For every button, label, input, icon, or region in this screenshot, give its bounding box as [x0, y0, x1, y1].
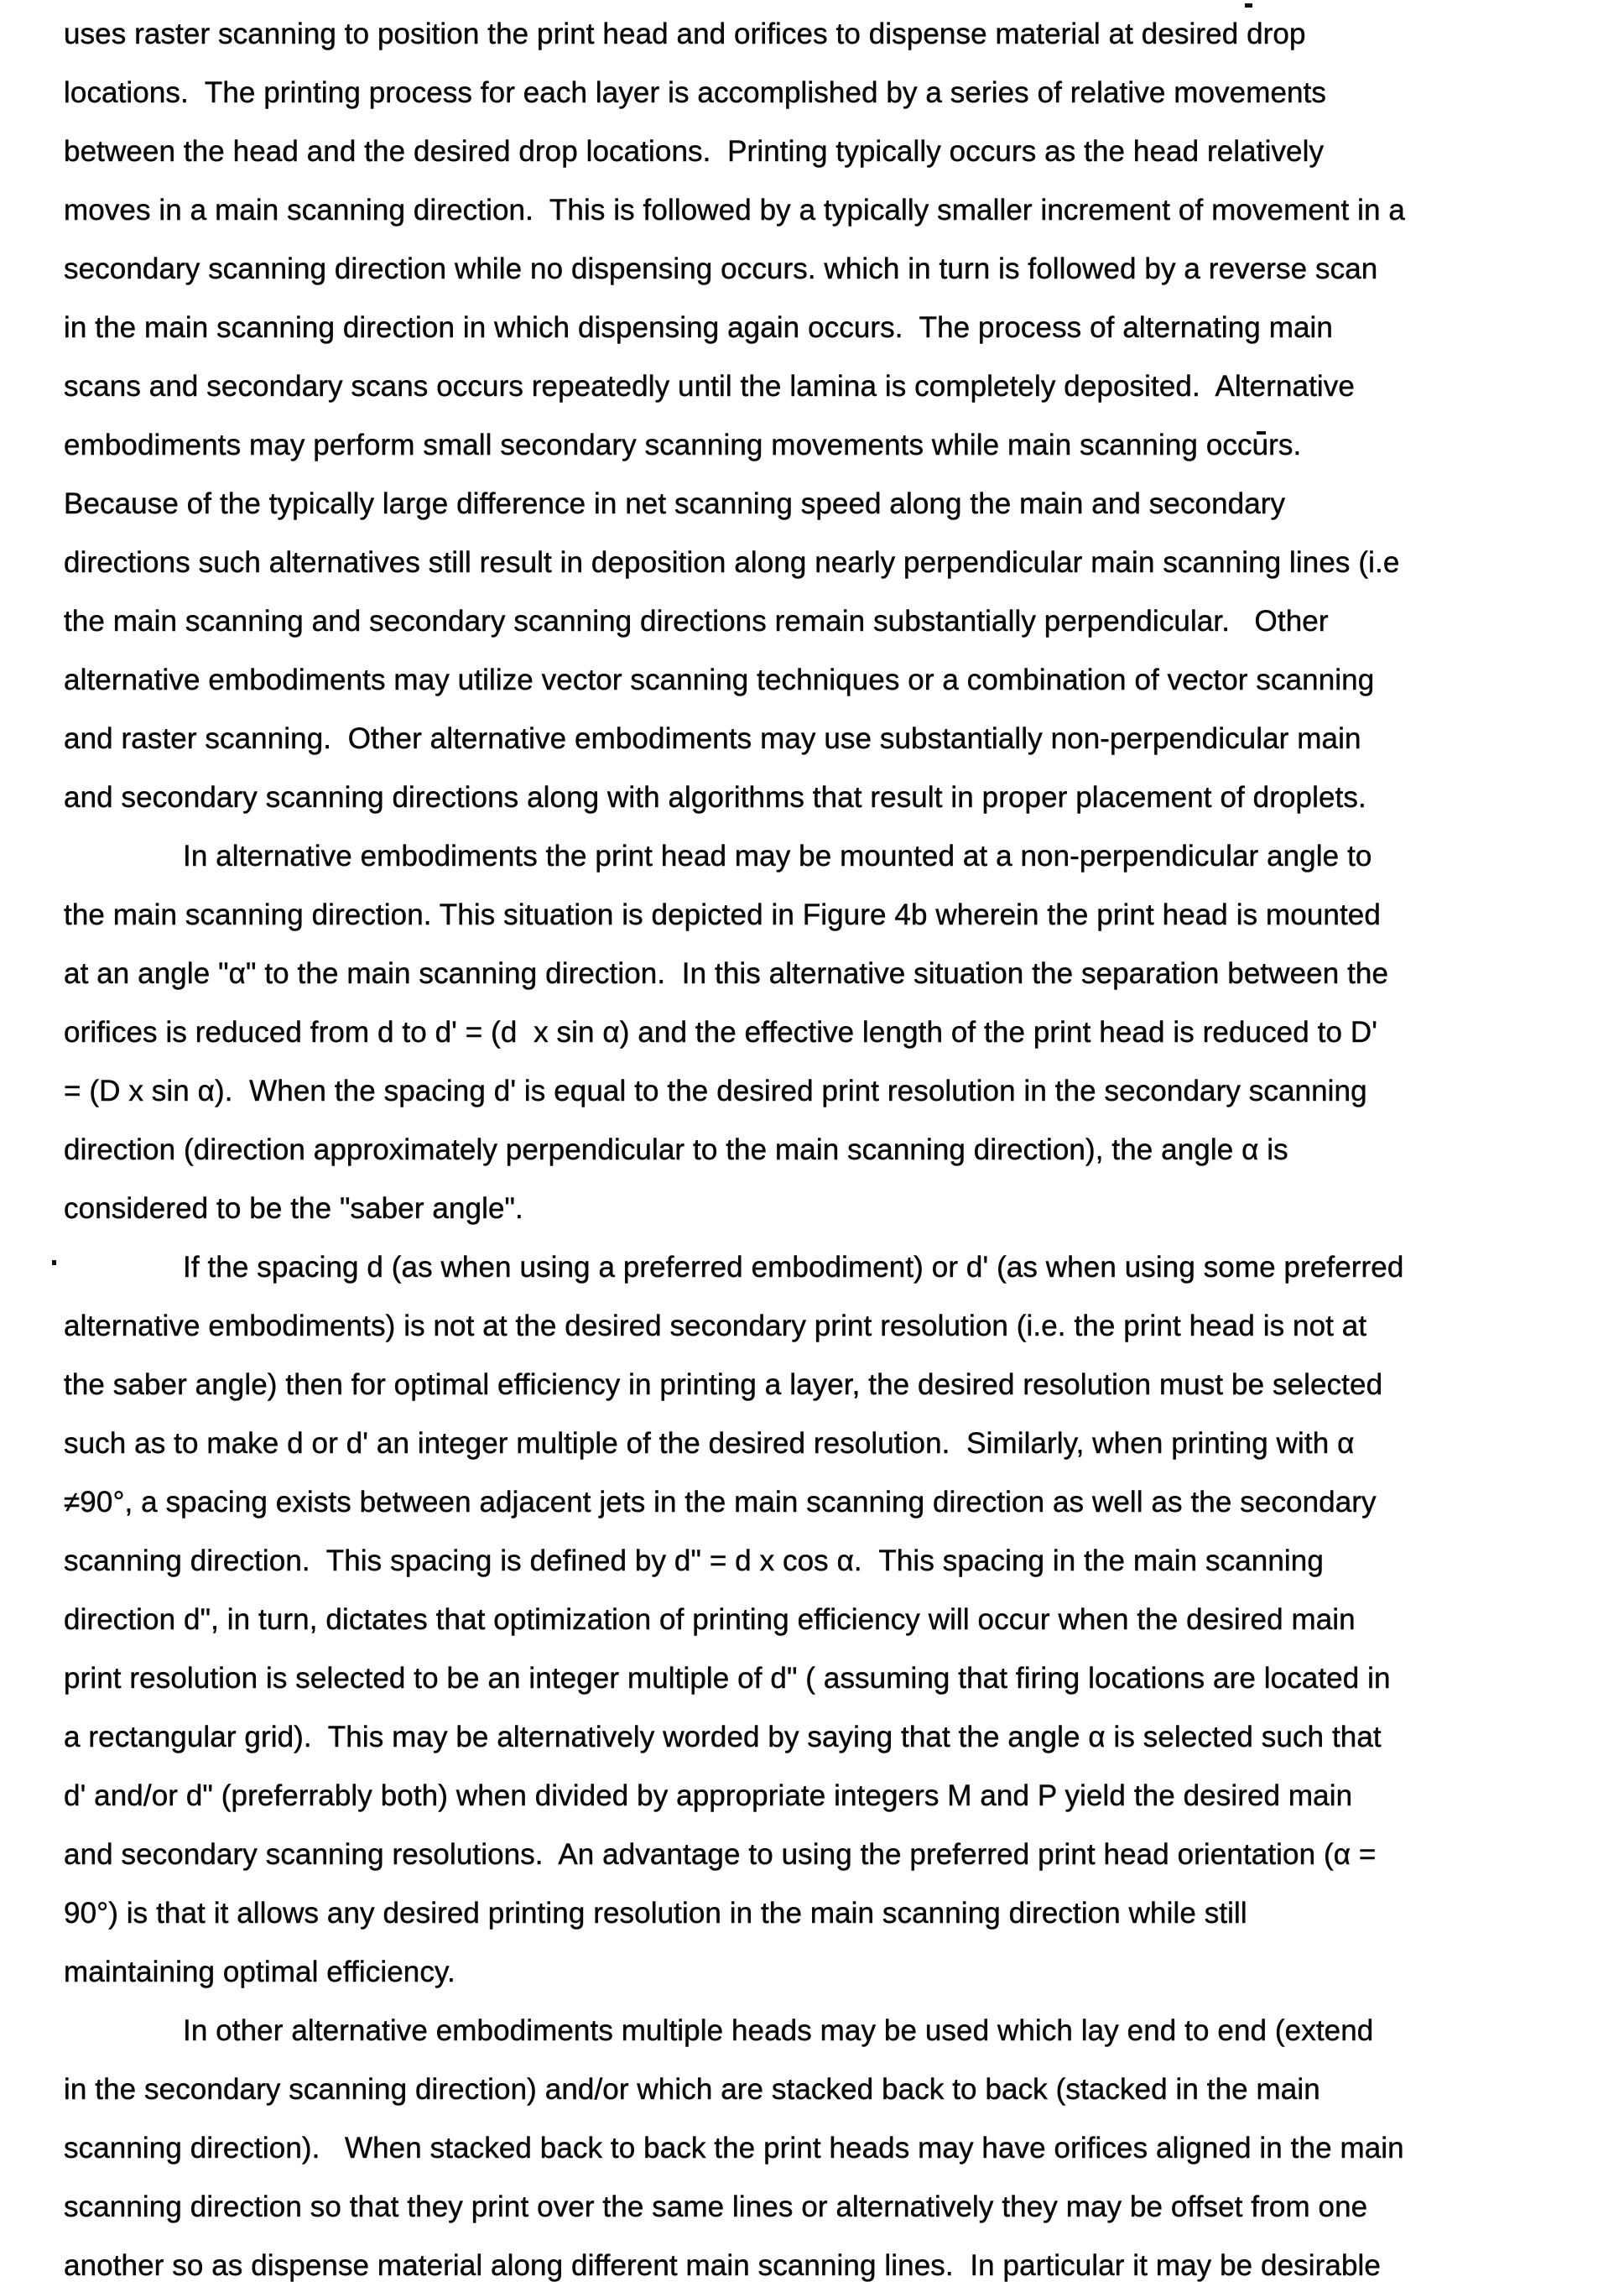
- text-line: secondary scanning direction while no dispensing occurs. which in turn is followed by a reverse scan: [64, 253, 1378, 285]
- text-line: Because of the typically large difference in net scanning speed along the main and secondary: [64, 487, 1286, 520]
- text-line: and secondary scanning directions along with algorithms that result in proper placement of droplets.: [64, 781, 1366, 814]
- text-line: another so as dispense material along different main scanning lines. In particular it may be desirable: [64, 2249, 1381, 2282]
- text-line: at an angle "α" to the main scanning direction. In this alternative situation the separation between the: [64, 957, 1389, 990]
- text-line: maintaining optimal efficiency.: [64, 1956, 455, 1988]
- text-line: considered to be the "saber angle".: [64, 1192, 523, 1225]
- text-line: alternative embodiments) is not at the desired secondary print resolution (i.e. the print head is not at: [64, 1310, 1367, 1342]
- text-line: the saber angle) then for optimal efficiency in printing a layer, the desired resolution must be selected: [64, 1368, 1383, 1401]
- text-line: uses raster scanning to position the print head and orifices to dispense material at desired drop: [64, 18, 1306, 50]
- paragraph-3: [64, 1238, 1575, 2002]
- text-line: scanning direction. This spacing is defined by d" = d x cos α. This spacing in the main scanning: [64, 1544, 1324, 1577]
- text-line: between the head and the desired drop locations. Printing typically occurs as the head relatively: [64, 135, 1325, 168]
- text-line: directions such alternatives still result in deposition along nearly perpendicular main scanning lines (i.e: [64, 546, 1400, 579]
- text-line: a rectangular grid). This may be alternatively worded by saying that the angle α is selected such that: [64, 1721, 1382, 1753]
- text-line: scanning direction). When stacked back to back the print heads may have orifices aligned in the main: [64, 2132, 1404, 2164]
- text-line: locations. The printing process for each layer is accomplished by a series of relative movements: [64, 76, 1327, 109]
- text-line: = (D x sin α). When the spacing d' is equal to the desired print resolution in the secondary scanning: [64, 1075, 1367, 1107]
- text-line: and raster scanning. Other alternative embodiments may use substantially non-perpendicular main: [64, 722, 1361, 755]
- text-line: d' and/or d" (preferrably both) when divided by appropriate integers M and P yield the desired main: [64, 1779, 1353, 1812]
- text-line: 90°) is that it allows any desired printing resolution in the main scanning direction while still: [64, 1897, 1247, 1930]
- text-line: in the secondary scanning direction) and/or which are stacked back to back (stacked in the main: [64, 2073, 1320, 2106]
- scan-artifact-dot: [52, 1260, 56, 1265]
- text-line: print resolution is selected to be an integer multiple of d" ( assuming that firing locations are located in: [64, 1662, 1391, 1695]
- text-line: If the spacing d (as when using a preferred embodiment) or d' (as when using some preferred: [183, 1251, 1404, 1284]
- text-line: the main scanning and secondary scanning directions remain substantially perpendicular. Other: [64, 605, 1329, 638]
- text-line: in the main scanning direction in which dispensing again occurs. The process of alternating main: [64, 311, 1333, 344]
- paragraph-4: [64, 2002, 1575, 2292]
- text-line: and secondary scanning resolutions. An advantage to using the preferred print head orientation (α =: [64, 1838, 1377, 1871]
- text-line: alternative embodiments may utilize vector scanning techniques or a combination of vector scanning: [64, 664, 1375, 696]
- text-line: moves in a main scanning direction. This is followed by a typically smaller increment of movement in a: [64, 194, 1405, 227]
- text-line: orifices is reduced from d to d' = (d x sin α) and the effective length of the print head is reduced to D': [64, 1016, 1378, 1049]
- text-line: scanning direction so that they print over the same lines or alternatively they may be offset from one: [64, 2190, 1368, 2223]
- paragraph-2: [64, 827, 1575, 1238]
- text-line: scans and secondary scans occurs repeatedly until the lamina is completely deposited. Alternative: [64, 370, 1355, 403]
- text-line: direction (direction approximately perpendicular to the main scanning direction), the angle α is: [64, 1133, 1288, 1166]
- text-line: In other alternative embodiments multiple heads may be used which lay end to end (extend: [183, 2014, 1374, 2047]
- paragraph-1: [64, 5, 1575, 827]
- text-line: In alternative embodiments the print head may be mounted at a non-perpendicular angle to: [183, 840, 1372, 873]
- text-line: direction d", in turn, dictates that optimization of printing efficiency will occur when the desired main: [64, 1603, 1356, 1636]
- text-line: embodiments may perform small secondary scanning movements while main scanning occurs.: [64, 429, 1302, 461]
- text-line: the main scanning direction. This situation is depicted in Figure 4b wherein the print head is mounted: [64, 899, 1381, 931]
- body-text: [64, 5, 1575, 2292]
- text-line: ≠90°, a spacing exists between adjacent jets in the main scanning direction as well as the secondary: [64, 1486, 1377, 1518]
- text-line: such as to make d or d' an integer multiple of the desired resolution. Similarly, when printing with α: [64, 1427, 1355, 1460]
